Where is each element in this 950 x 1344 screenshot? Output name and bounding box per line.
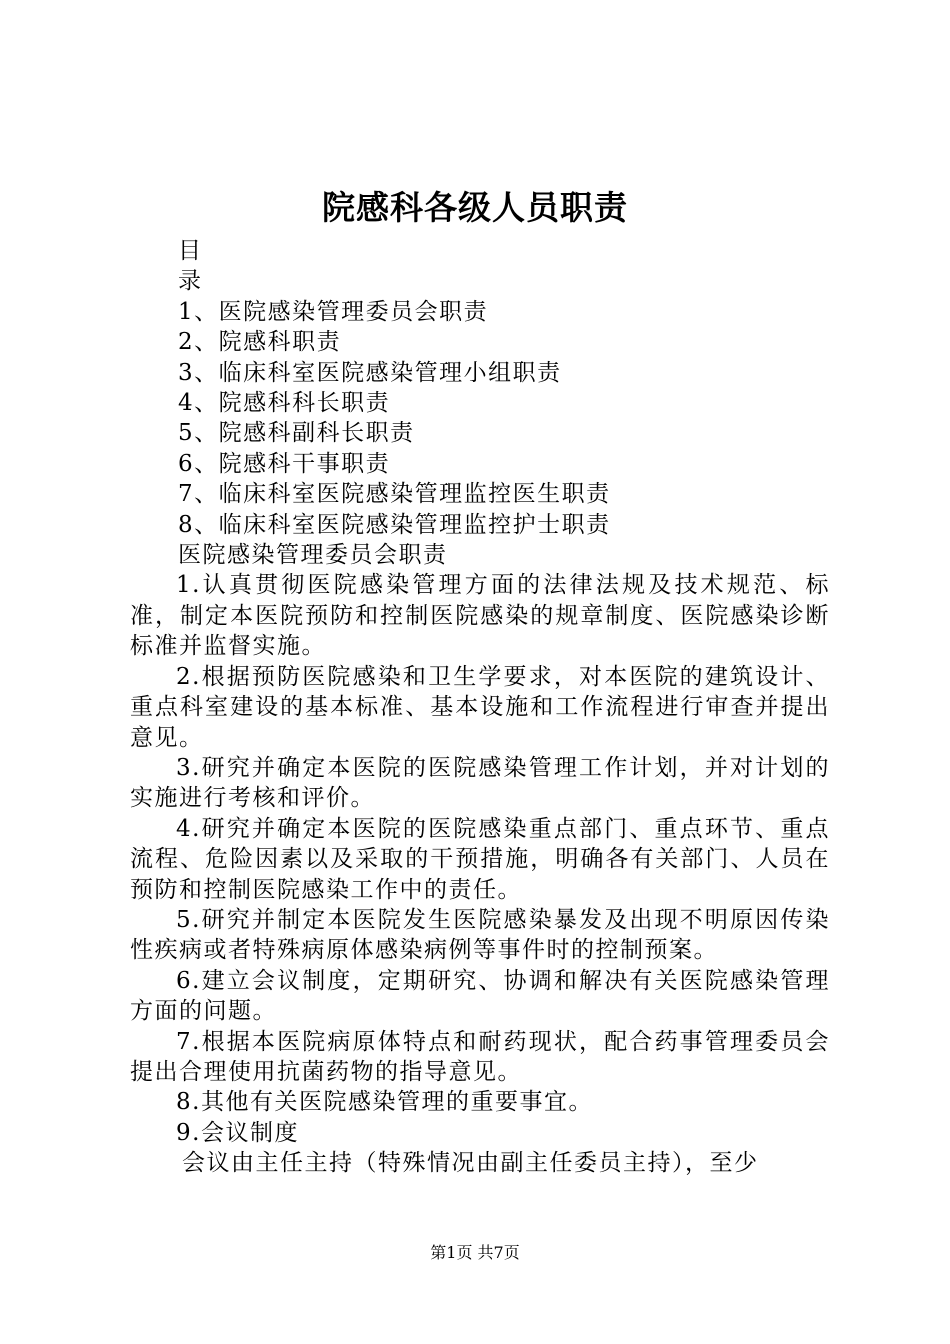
body-paragraph: 9.会议制度 [176, 1119, 299, 1146]
body-paragraph: 1.认真贯彻医院感染管理方面的法律法规及技术规范、标准，制定本医院预防和控制医院感染的规章制度、医院感染诊断标准并监督实施。 [130, 572, 830, 660]
toc-label-1: 目 [178, 238, 203, 264]
toc-item: 4、院感科科长职责 [178, 390, 391, 417]
body-paragraph: 7.根据本医院病原体特点和耐药现状，配合药事管理委员会提出合理使用抗菌药物的指导意见。 [130, 1028, 830, 1085]
body-paragraph: 8.其他有关医院感染管理的重要事宜。 [176, 1089, 593, 1116]
body-paragraph: 5.研究并制定本医院发生医院感染暴发及出现不明原因传染性疾病或者特殊病原体感染病例等事件时的控制预案。 [130, 906, 830, 964]
section-heading: 医院感染管理委员会职责 [178, 542, 448, 569]
document-body [130, 236, 830, 1179]
toc-item: 2、院感科职责 [178, 329, 342, 356]
body-paragraph: 6.建立会议制度，定期研究、协调和解决有关医院感染管理方面的问题。 [130, 967, 830, 1025]
document-title: 院感科各级人员职责 [322, 188, 628, 227]
page-footer: 第1页 共7页 [430, 1243, 520, 1262]
toc-item: 5、院感科副科长职责 [178, 420, 415, 447]
toc-label-2: 录 [178, 268, 203, 295]
body-paragraph: 3.研究并确定本医院的医院感染管理工作计划，并对计划的实施进行考核和评价。 [130, 754, 830, 812]
toc-item: 3、临床科室医院感染管理小组职责 [178, 359, 562, 386]
toc-item: 7、临床科室医院感染管理监控医生职责 [178, 481, 611, 508]
body-paragraph: 4.研究并确定本医院的医院感染重点部门、重点环节、重点流程、危险因素以及采取的干预措施，明确各有关部门、人员在预防和控制医院感染工作中的责任。 [130, 815, 830, 903]
toc-item: 8、临床科室医院感染管理监控护士职责 [178, 511, 611, 538]
toc-item: 1、医院感染管理委员会职责 [178, 298, 489, 325]
body-paragraph: 会议由主任主持（特殊情况由副主任委员主持），至少 [182, 1150, 759, 1177]
body-paragraph: 2.根据预防医院感染和卫生学要求，对本医院的建筑设计、重点科室建设的基本标准、基本设施和工作流程进行审查并提出意见。 [130, 663, 830, 751]
toc-item: 6、院感科干事职责 [178, 450, 391, 477]
